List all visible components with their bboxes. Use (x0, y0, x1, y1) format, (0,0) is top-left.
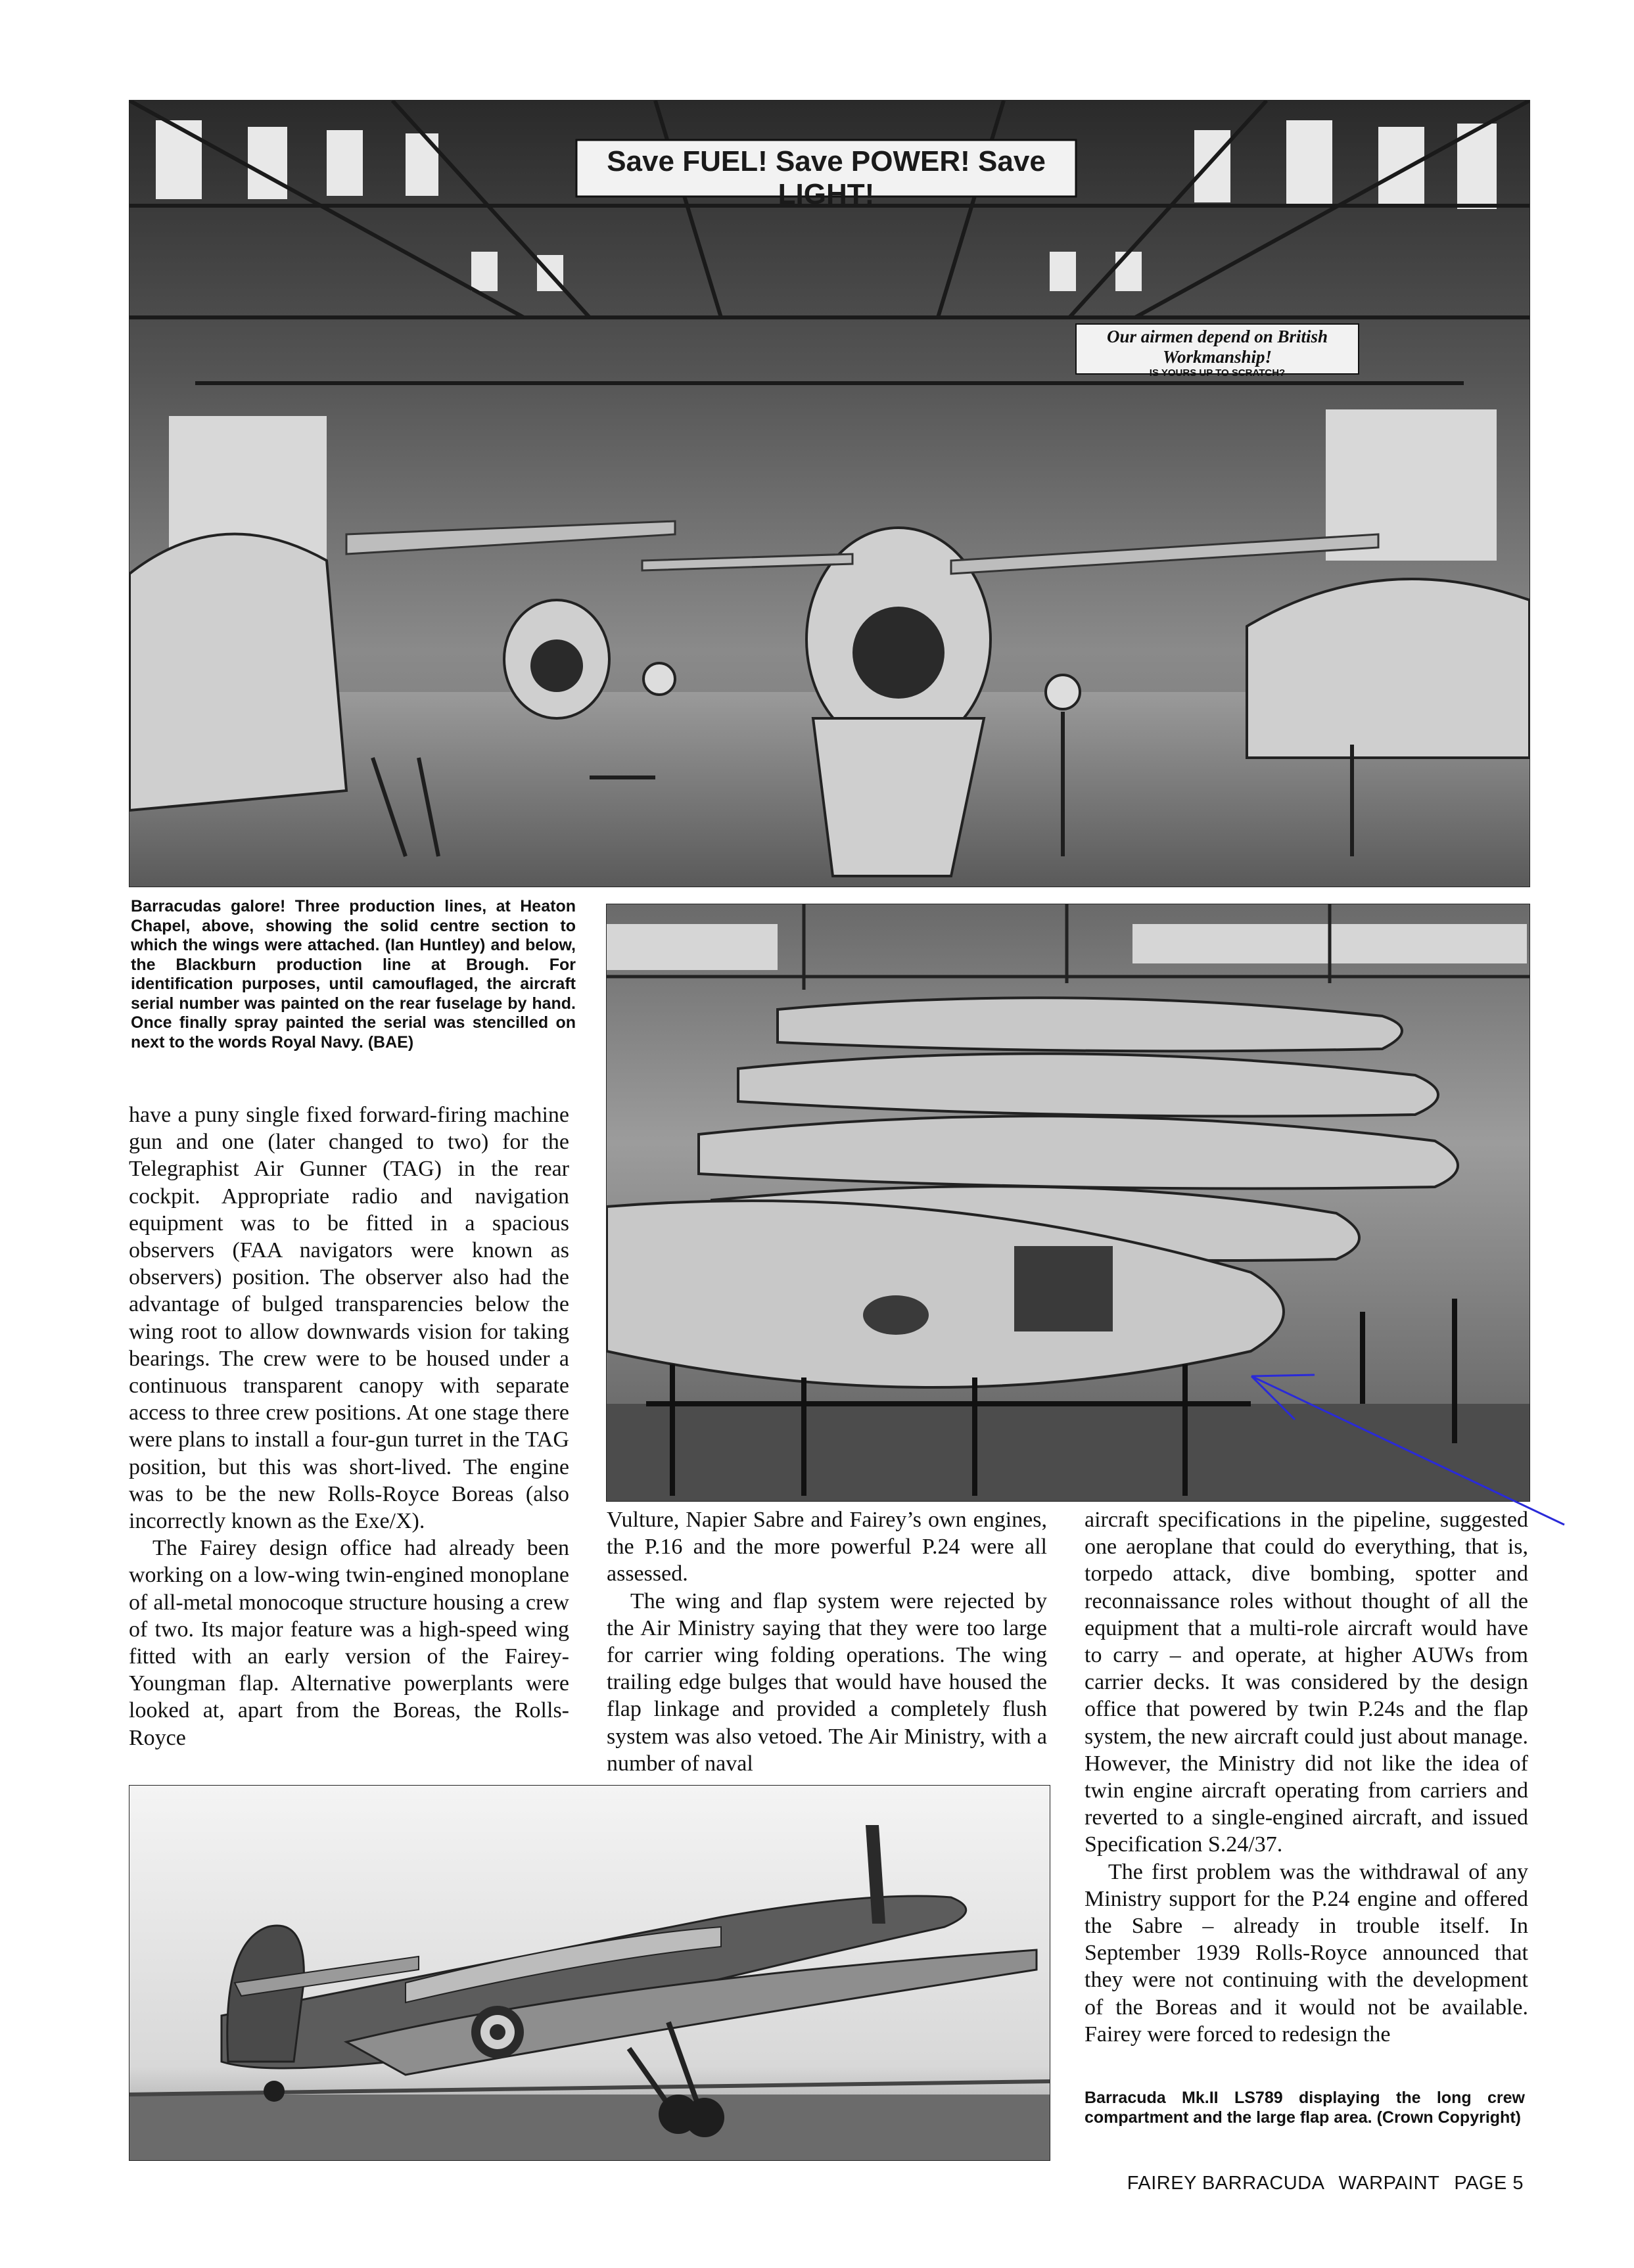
sign-main-text: Our airmen depend on British Workmanship! (1106, 327, 1328, 367)
sign-sub-text: IS YOURS UP TO SCRATCH? (1149, 367, 1286, 379)
paragraph: The Fairey design office had already been working on a low-wing twin-engined monoplane of all-metal monocoque structure housing a crew of two. Its major feature was a high-speed wing fitted with an early version of the Fairey-Youngman flap. Alternative powerplants were looked at, apart from the Boreas, the Rolls-Royce (129, 1536, 569, 1750)
sign-british-workmanship (1079, 327, 1356, 379)
page-number: PAGE 5 (1454, 2173, 1524, 2194)
footer-series: WARPAINT (1338, 2173, 1439, 2194)
text-column-right (1085, 1506, 1528, 2048)
caption-production-lines: Barracudas galore! Three production lines, at Heaton Chapel, above, showing the solid centre section to which the wings were attached. (Ian Huntley) and below, the Blackburn production line at Brough. For identification purposes, until camouflaged, the aircraft serial number was painted on the rear fuselage by hand. Once finally spray painted the serial was stencilled on next to the words Royal Navy. (BAE) (131, 897, 576, 1052)
bottom-photo-barracuda-ls789 (129, 1785, 1050, 2161)
paragraph: aircraft specifications in the pipeline, suggested one aeroplane that could do everything, that is, torpedo attack, dive bombing, spotter and reconnaissance roles without thought of all the equipment that a multi-role aircraft would have to carry – and operate, at higher AUWs from carrier decks. It was considered by the design office that powered by twin P.24s and the flap system, the new aircraft could just about manage. However, the Ministry did not like the idea of twin engine aircraft operating from carriers and reverted to a single-engined aircraft, and issued Specification S.24/37. (1085, 1508, 1528, 1857)
text-column-middle (607, 1506, 1047, 1777)
page-footer (1127, 2173, 1524, 2194)
top-photo-heaton-chapel (129, 100, 1530, 887)
paragraph: have a puny single fixed forward-firing machine gun and one (later changed to two) for the Telegraphist Air Gunner (TAG) in the rear cockpit. Appropriate radio and navigation equipment was to be fitted in a spacious observers (FAA navigators were known as observers) position. The observer also had the advantage of bulged transparencies below the wing root to allow downwards vision for taking bearings. The crew were to be housed under a continuous transparent canopy with separate access to three crew positions. At one stage there were plans to install a four-gun turret in the TAG position, but this was short-lived. The engine was to be the new Rolls-Royce Boreas (also incorrectly known as the Exe/X). (129, 1103, 569, 1534)
caption-barracuda-ls789: Barracuda Mk.II LS789 displaying the long crew compartment and the large flap area. (Crown Copyright) (1085, 2089, 1525, 2127)
banner-save-fuel: Save FUEL! Save POWER! Save LIGHT! (607, 145, 1046, 210)
paragraph: Vulture, Napier Sabre and Fairey’s own engines, the P.16 and the more powerful P.24 were all assessed. (607, 1508, 1047, 1586)
text-column-left (129, 1101, 569, 1751)
paragraph: The wing and flap system were rejected by the Air Ministry saying that they were too large for carrier wing folding operations. The wing trailing edge bulges that would have housed the flap linkage and provided a completely flush system was also vetoed. The Air Ministry, with a number of naval (607, 1588, 1047, 1776)
footer-title: FAIREY BARRACUDA (1127, 2173, 1324, 2194)
paragraph: The first problem was the withdrawal of any Ministry support for the P.24 engine and offered the Sabre – already in trouble itself. In September 1939 Rolls-Royce announced that they were not continuing with the development of the Boreas and it would not be available. Fairey were forced to redesign the (1085, 1859, 1528, 2047)
